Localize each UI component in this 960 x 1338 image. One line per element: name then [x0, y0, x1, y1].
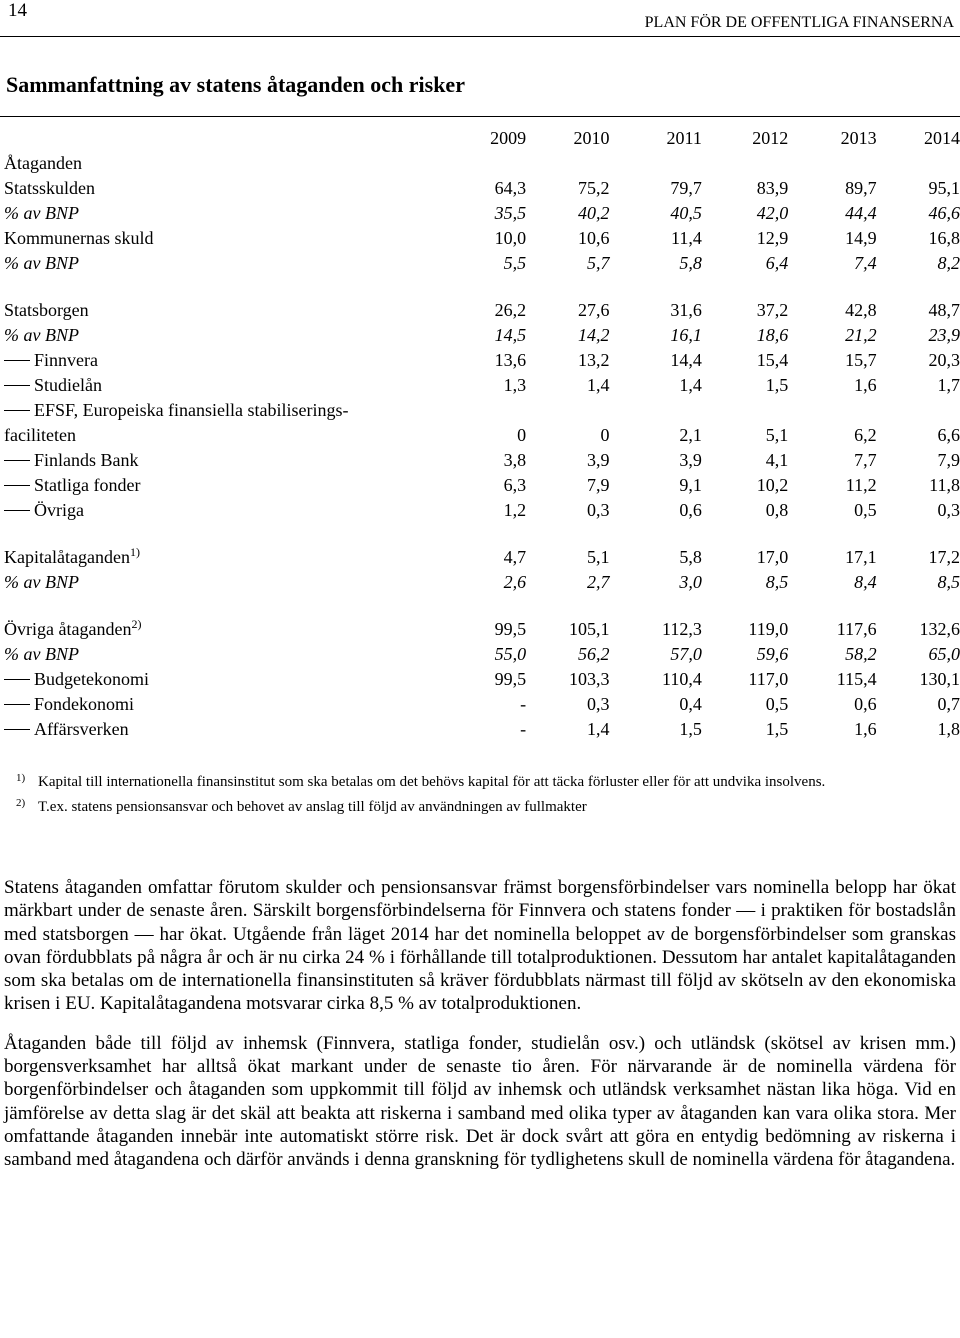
value-cell: 4,7: [503, 547, 527, 567]
value-cell: 17,0: [756, 547, 789, 567]
value-cell: 6,2: [854, 425, 877, 445]
value-cell: 3,9: [587, 450, 610, 470]
row-label: Fondekonomi: [34, 694, 135, 714]
value-cell: 103,3: [569, 669, 610, 689]
value-cell: 31,6: [670, 300, 702, 320]
table-row: [0, 348, 960, 373]
dash-marker: [4, 410, 30, 411]
value-cell: 3,9: [679, 450, 702, 470]
value-cell: 6,4: [765, 253, 789, 273]
value-cell: 1,4: [679, 375, 702, 395]
dash-marker: [4, 485, 30, 486]
heading-rule: [0, 116, 960, 117]
row-label-cell: [0, 545, 442, 570]
row-label: Statsborgen: [4, 300, 89, 320]
value-cell: 15,4: [756, 350, 789, 370]
table-row: [0, 473, 960, 498]
value-cell: 1,5: [679, 719, 702, 739]
value-cell: 10,2: [756, 475, 789, 495]
value-cell: 105,1: [569, 619, 610, 639]
value-cell: 0,5: [765, 694, 789, 714]
table-row-label-line: [0, 398, 960, 423]
value-cell: 10,6: [578, 228, 610, 248]
value-cell: 57,0: [670, 644, 702, 664]
table-row: [0, 570, 960, 595]
year-header: 2010: [573, 128, 610, 148]
value-cell: 7,7: [854, 450, 877, 470]
row-label-cell: [0, 448, 442, 473]
value-cell: 48,7: [928, 300, 960, 320]
year-header: 2011: [666, 128, 702, 148]
value-cell: 1,6: [854, 375, 877, 395]
value-cell: 14,9: [845, 228, 877, 248]
section-title-row: [0, 151, 960, 176]
year-header: 2012: [752, 128, 789, 148]
spacer: [0, 523, 960, 545]
table-row: [0, 201, 960, 226]
row-label-cell: [0, 298, 442, 323]
value-cell: 7,9: [937, 450, 960, 470]
value-cell: 14,4: [670, 350, 702, 370]
dash-marker: [4, 460, 30, 461]
value-cell: 58,2: [845, 644, 877, 664]
value-cell: 10,0: [494, 228, 527, 248]
value-cell: 8,5: [765, 572, 789, 592]
row-label: EFSF, Europeiska finansiella stabiliserings-: [34, 400, 349, 420]
value-cell: 0,7: [937, 694, 960, 714]
paragraph: Åtaganden både till följd av inhemsk (Finnvera, statliga fonder, studielån osv.) och utländsk (skötsel av krisen mm.) borgensverksamhet har alltså ökat markant under de senaste tio åren. För närvarande är de nominella värdena för borgenförbindelser och åtaganden som uppkommit till följd av inhemsk och utländsk verksamhet nästan lika höga. Vid en jämförelse av detta slag är det skäl att beakta att riskerna i samband med olika typer av åtaganden kan vara olika stora. Mer omfattande åtaganden innebär inte automatiskt större risk. Det är dock svårt att göra en entydig bedömning av riskerna i samband med åtagandena och därför används i denna granskning för tydlighetens skull de nominella värdena för åtagandena.: [4, 1032, 956, 1171]
table-row: [0, 226, 960, 251]
table-row: [0, 617, 960, 642]
value-cell: 42,8: [845, 300, 877, 320]
spacer-row: [0, 595, 960, 617]
value-cell: 0,3: [937, 500, 960, 520]
row-label-cell: [0, 373, 442, 398]
row-label-cell: [0, 201, 442, 226]
row-label-cell: [0, 348, 442, 373]
row-label-cont: faciliteten: [4, 425, 76, 445]
value-cell: 0: [517, 425, 527, 445]
table-row: [0, 692, 960, 717]
footnote-2: 2) T.ex. statens pensionsansvar och behovet av anslag till följd av användningen av fullmakter: [16, 797, 587, 815]
value-cell: 1,5: [765, 719, 789, 739]
value-cell: 21,2: [845, 325, 877, 345]
value-cell: -: [520, 694, 527, 714]
value-cell: 11,4: [671, 228, 702, 248]
spacer-row: [0, 276, 960, 298]
dash-marker: [4, 385, 30, 386]
table-row: [0, 448, 960, 473]
row-label: Övriga åtaganden: [4, 619, 132, 639]
running-title: PLAN FÖR DE OFFENTLIGA FINANSERNA: [644, 14, 954, 31]
value-cell: 13,2: [578, 350, 610, 370]
row-label-cell: [0, 226, 442, 251]
row-label: % av BNP: [4, 325, 79, 345]
value-cell: 130,1: [919, 669, 960, 689]
value-cell: 75,2: [578, 178, 610, 198]
row-label-cell: [0, 692, 442, 717]
value-cell: 5,5: [503, 253, 527, 273]
footnotes: [16, 772, 936, 818]
table-row: [0, 642, 960, 667]
row-label: Statliga fonder: [34, 475, 141, 495]
value-cell: 18,6: [756, 325, 789, 345]
value-cell: 115,4: [836, 669, 877, 689]
value-cell: 27,6: [578, 300, 610, 320]
value-cell: 44,4: [845, 203, 877, 223]
year-header: 2013: [840, 128, 877, 148]
empty-cell: [0, 126, 442, 151]
row-label-cell: [0, 251, 442, 276]
row-label: Finlands Bank: [34, 450, 139, 470]
value-cell: 37,2: [756, 300, 789, 320]
footnote-text: T.ex. statens pensionsansvar och behovet av anslag till följd av användningen av fullmakter: [38, 799, 587, 815]
value-cell: 1,4: [587, 719, 610, 739]
value-cell: -: [520, 719, 527, 739]
value-cell: 1,8: [937, 719, 960, 739]
spacer: [0, 595, 960, 617]
value-cell: 12,9: [756, 228, 789, 248]
footnote-ref: 1): [129, 545, 140, 559]
value-cell: 5,8: [679, 253, 702, 273]
value-cell: 0: [600, 425, 610, 445]
row-label: Finnvera: [34, 350, 98, 370]
value-cell: 2,6: [503, 572, 527, 592]
dash-marker: [4, 704, 30, 705]
row-label-cell: [0, 323, 442, 348]
value-cell: 59,6: [756, 644, 789, 664]
value-cell: 5,8: [679, 547, 702, 567]
page-number: 14: [8, 0, 27, 21]
table-row: [0, 373, 960, 398]
value-cell: 23,9: [928, 325, 960, 345]
row-label: % av BNP: [4, 203, 79, 223]
value-cell: 99,5: [494, 669, 527, 689]
year-header: 2009: [490, 128, 527, 148]
section-heading: Sammanfattning av statens åtaganden och risker: [6, 72, 465, 97]
value-cell: 20,3: [928, 350, 960, 370]
value-cell: 119,0: [748, 619, 789, 639]
value-cell: 117,6: [836, 619, 877, 639]
value-cell: 0,8: [765, 500, 789, 520]
row-label: Budgetekonomi: [34, 669, 149, 689]
value-cell: 13,6: [494, 350, 527, 370]
value-cell: 40,2: [578, 203, 610, 223]
value-cell: 6,3: [503, 475, 527, 495]
year-header-row: [0, 126, 960, 151]
body-text: [4, 876, 956, 1188]
value-cell: 79,7: [670, 178, 702, 198]
footnote-1: 1) Kapital till internationella finansinstitut som ska betalas om det behövs kapital för att täcka förluster eller för att undvika insolvens.: [16, 772, 826, 790]
value-cell: 11,2: [845, 475, 877, 495]
value-cell: 11,8: [929, 475, 960, 495]
value-cell: 5,7: [587, 253, 610, 273]
commitments-table: [0, 126, 960, 742]
footnote-text: Kapital till internationella finansinstitut som ska betalas om det behövs kapital för att täcka förluster eller för att undvika insolvens.: [38, 774, 826, 790]
page-header: [0, 0, 960, 37]
value-cell: 56,2: [578, 644, 610, 664]
dash-marker: [4, 729, 30, 730]
row-label: % av BNP: [4, 644, 79, 664]
value-cell: 17,2: [928, 547, 960, 567]
dash-marker: [4, 510, 30, 511]
spacer: [0, 276, 960, 298]
value-cell: 89,7: [845, 178, 877, 198]
table-row: [0, 498, 960, 523]
value-cell: 112,3: [662, 619, 702, 639]
value-cell: 46,6: [928, 203, 960, 223]
value-cell: 83,9: [756, 178, 789, 198]
value-cell: 42,0: [756, 203, 789, 223]
value-cell: 0,3: [587, 500, 610, 520]
value-cell: 110,4: [662, 669, 702, 689]
row-label-cell: [0, 667, 442, 692]
value-cell: 0,5: [854, 500, 877, 520]
value-cell: 5,1: [587, 547, 610, 567]
value-cell: 15,7: [845, 350, 877, 370]
value-cell: 6,6: [937, 425, 960, 445]
value-cell: 8,2: [937, 253, 960, 273]
row-label: Studielån: [34, 375, 102, 395]
value-cell: 7,9: [587, 475, 610, 495]
value-cell: 2,1: [679, 425, 702, 445]
value-cell: 65,0: [928, 644, 960, 664]
row-label-cell: [0, 717, 442, 742]
value-cell: 55,0: [494, 644, 527, 664]
row-label: Statsskulden: [4, 178, 96, 198]
row-label-cell: [0, 176, 442, 201]
value-cell: 95,1: [928, 178, 960, 198]
row-label-cell: [0, 617, 442, 642]
row-label-cell: [0, 642, 442, 667]
value-cell: 99,5: [494, 619, 527, 639]
value-cell: 40,5: [670, 203, 702, 223]
year-header: 2014: [924, 128, 960, 148]
value-cell: 8,4: [854, 572, 877, 592]
value-cell: 3,8: [503, 450, 527, 470]
value-cell: 4,1: [765, 450, 789, 470]
value-cell: 64,3: [494, 178, 527, 198]
value-cell: 7,4: [854, 253, 877, 273]
row-label-cell: [0, 473, 442, 498]
table-row: [0, 717, 960, 742]
value-cell: 9,1: [679, 475, 702, 495]
value-cell: 1,4: [587, 375, 610, 395]
section-title: Åtaganden: [4, 153, 82, 173]
value-cell: 0,6: [854, 694, 877, 714]
table-row: [0, 298, 960, 323]
value-cell: 1,5: [765, 375, 789, 395]
value-cell: 14,5: [494, 325, 527, 345]
value-cell: 132,6: [919, 619, 960, 639]
spacer-row: [0, 523, 960, 545]
value-cell: 1,6: [854, 719, 877, 739]
table-row: [0, 323, 960, 348]
dash-marker: [4, 679, 30, 680]
row-label: % av BNP: [4, 253, 79, 273]
paragraph: Statens åtaganden omfattar förutom skulder och pensionsansvar främst borgensförbindelser vars nominella belopp har ökat märkbart under de senaste åren. Särskilt borgensförbindelserna för Finnvera och statens fonder — i praktiken för bostadslån med statsborgen — har ökat. Utgående från läget 2014 har det nominella beloppet av de borgensförbindelser som granskas ovan fördubblats på några år och är nu cirka 24 % i förhållande till totalproduktionen. Dessutom har antalet kapitalåtaganden som ska betalas om de internationella finansinstituten så kräver fördubblats närmast till följd av skötseln av den ekonomiska krisen i EU. Kapitalåtagandena motsvarar cirka 8,5 % av totalproduktionen.: [4, 877, 956, 1015]
row-label-cell: [0, 498, 442, 523]
table-row: [0, 667, 960, 692]
value-cell: 0,4: [679, 694, 702, 714]
value-cell: 8,5: [937, 572, 960, 592]
dash-marker: [4, 360, 30, 361]
value-cell: 17,1: [845, 547, 877, 567]
value-cell: 14,2: [578, 325, 610, 345]
row-label: Kapitalåtaganden: [4, 547, 130, 567]
value-cell: 3,0: [679, 572, 702, 592]
value-cell: 2,7: [587, 572, 610, 592]
value-cell: 1,2: [503, 500, 527, 520]
value-cell: 16,8: [928, 228, 960, 248]
table-row: [0, 176, 960, 201]
value-cell: 117,0: [748, 669, 789, 689]
row-label: Affärsverken: [34, 719, 129, 739]
row-label-cell: [0, 570, 442, 595]
row-label: Kommunernas skuld: [4, 228, 154, 248]
value-cell: 0,3: [587, 694, 610, 714]
value-cell: 1,3: [503, 375, 527, 395]
row-label: % av BNP: [4, 572, 79, 592]
value-cell: 26,2: [494, 300, 527, 320]
table-row: [0, 423, 960, 448]
table-row: [0, 251, 960, 276]
value-cell: 0,6: [679, 500, 702, 520]
value-cell: 1,7: [937, 375, 960, 395]
row-label-cell: [0, 398, 960, 423]
value-cell: 35,5: [494, 203, 527, 223]
value-cell: 5,1: [765, 425, 789, 445]
table-row: [0, 545, 960, 570]
row-label: Övriga: [34, 500, 84, 520]
footnote-ref: 2): [131, 617, 142, 631]
value-cell: 16,1: [670, 325, 702, 345]
